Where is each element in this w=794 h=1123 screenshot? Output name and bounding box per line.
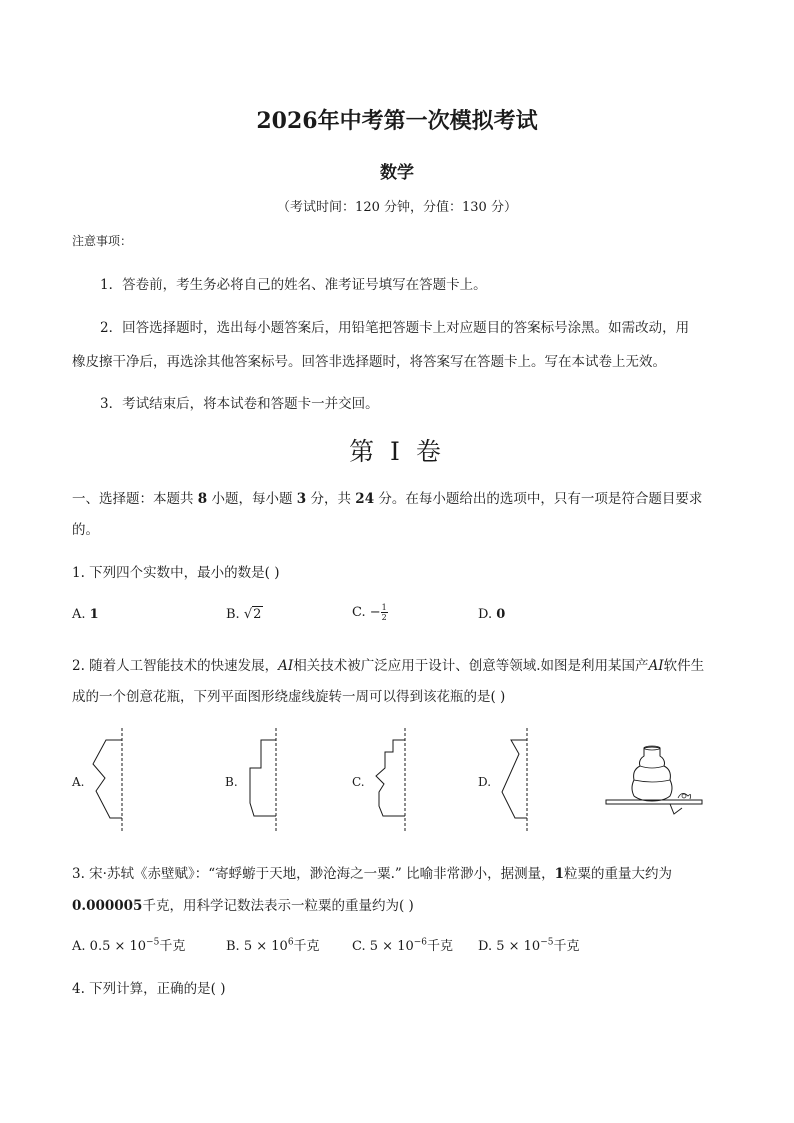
q3-text: 粒粟的重量大约为 — [564, 866, 673, 882]
q3-one: 1 — [554, 866, 565, 882]
option-label: C. — [352, 605, 366, 620]
subject-title: 数学 — [380, 163, 414, 183]
option-unit: 千克 — [553, 939, 580, 954]
section1-text: 分。在每小题给出的选项中，只有一项是符合题目要求 — [374, 491, 703, 507]
q2-figure-d — [494, 728, 544, 832]
option-exponent: −6 — [413, 937, 428, 948]
option-coef: 5 × 10 — [496, 939, 541, 954]
option-value: 1 — [89, 607, 99, 622]
q3-option-c — [352, 935, 453, 954]
q2-text: 相关技术被广泛应用于设计、创意等领域.如图是利用某国产 — [293, 658, 649, 674]
q1-option-c — [352, 603, 388, 622]
notice-item-2-cont: 橡皮擦干净后，再选涂其他答案标号。回答非选择题时，将答案写在答题卡上。写在本试卷上无效。 — [72, 354, 666, 370]
exam-title: 2026年中考第一次模拟考试 — [256, 108, 538, 134]
option-label: B. — [226, 607, 240, 622]
q4-stem: 4. 下列计算，正确的是( ) — [72, 981, 226, 997]
option-coef: 5 × 10 — [369, 939, 414, 954]
section1-instructions — [72, 487, 702, 507]
option-value: 0 — [496, 607, 506, 622]
q2-figure-b — [236, 728, 286, 832]
option-exponent: −5 — [540, 937, 554, 948]
option-unit: 千克 — [159, 939, 186, 954]
option-label: D. — [478, 939, 493, 954]
q3-text: 3. 宋·苏轼《赤壁赋》：“寄蜉蝣于天地，渺沧海之一粟.” 比喻非常渺小，据测量， — [72, 866, 555, 882]
section1-count: 8 — [197, 491, 208, 507]
option-label: D. — [478, 607, 493, 622]
option-coef: 0.5 × 10 — [89, 939, 147, 954]
q2-ai: AI — [648, 658, 664, 674]
q1-stem: 1. 下列四个实数中，最小的数是( ) — [72, 565, 280, 581]
q3-option-d — [478, 935, 580, 954]
fraction — [381, 603, 388, 622]
section1-instructions-cont: 的。 — [72, 522, 99, 538]
option-unit: 千克 — [427, 939, 454, 954]
q3-option-a — [72, 935, 185, 954]
option-label: A. — [72, 607, 86, 622]
option-label: C. — [352, 939, 366, 954]
q2-stem-line1 — [72, 654, 704, 674]
section1-text: 一、选择题：本题共 — [72, 491, 198, 507]
option-exponent: −5 — [146, 937, 160, 948]
q3-weight: 0.000005 — [72, 898, 143, 914]
q2-stem-line2: 成的一个创意花瓶，下列平面图形绕虚线旋转一周可以得到该花瓶的是( ) — [72, 689, 506, 705]
q3-text: 千克，用科学记数法表示一粒粟的重量约为( ) — [142, 898, 414, 914]
exam-info: （考试时间：120 分钟，分值：130 分） — [277, 200, 517, 215]
q3-stem-line2 — [72, 894, 414, 914]
q2-figure-label-c: C. — [352, 775, 365, 789]
q2-figure-c — [366, 728, 416, 832]
notice-item-1: 1．答卷前，考生务必将自己的姓名、准考证号填写在答题卡上。 — [100, 277, 487, 293]
section1-points: 3 — [296, 491, 307, 507]
section1-text: 小题，每小题 — [207, 491, 297, 507]
volume-title: 第 I 卷 — [349, 437, 445, 466]
notice-item-2: 2．回答选择题时，选出每小题答案后，用铅笔把答题卡上对应题目的答案标号涂黑。如需改动，用 — [100, 320, 690, 336]
section1-text: 分，共 — [306, 491, 356, 507]
q1-option-d — [478, 607, 505, 622]
option-label: A. — [72, 939, 86, 954]
option-sign: − — [369, 605, 381, 620]
q2-figure-label-a: A. — [72, 775, 85, 789]
option-label: B. — [226, 939, 240, 954]
option-coef: 5 × 10 — [243, 939, 288, 954]
option-exponent: 6 — [287, 937, 294, 948]
notice-heading: 注意事项： — [72, 234, 133, 248]
q2-figure-a — [86, 728, 136, 832]
notice-item-3: 3．考试结束后，将本试卷和答题卡一并交回。 — [100, 396, 379, 412]
fraction-denominator: 2 — [381, 613, 387, 622]
q2-text: 软件生 — [663, 658, 705, 674]
q2-vase-image — [604, 744, 704, 820]
fraction-numerator: 1 — [381, 603, 387, 612]
q1-option-b: B. √2 — [226, 607, 262, 622]
option-unit: 千克 — [293, 939, 320, 954]
option-value: 2 — [253, 607, 262, 622]
q2-ai: AI — [278, 658, 294, 674]
q1-option-a — [72, 607, 99, 622]
q2-figure-label-b: B. — [225, 775, 238, 789]
q2-text: 2. 随着人工智能技术的快速发展， — [72, 658, 279, 674]
section1-total: 24 — [355, 491, 375, 507]
q2-figure-label-d: D. — [478, 775, 492, 789]
q3-stem-line1 — [72, 862, 672, 882]
q3-option-b — [226, 935, 320, 954]
